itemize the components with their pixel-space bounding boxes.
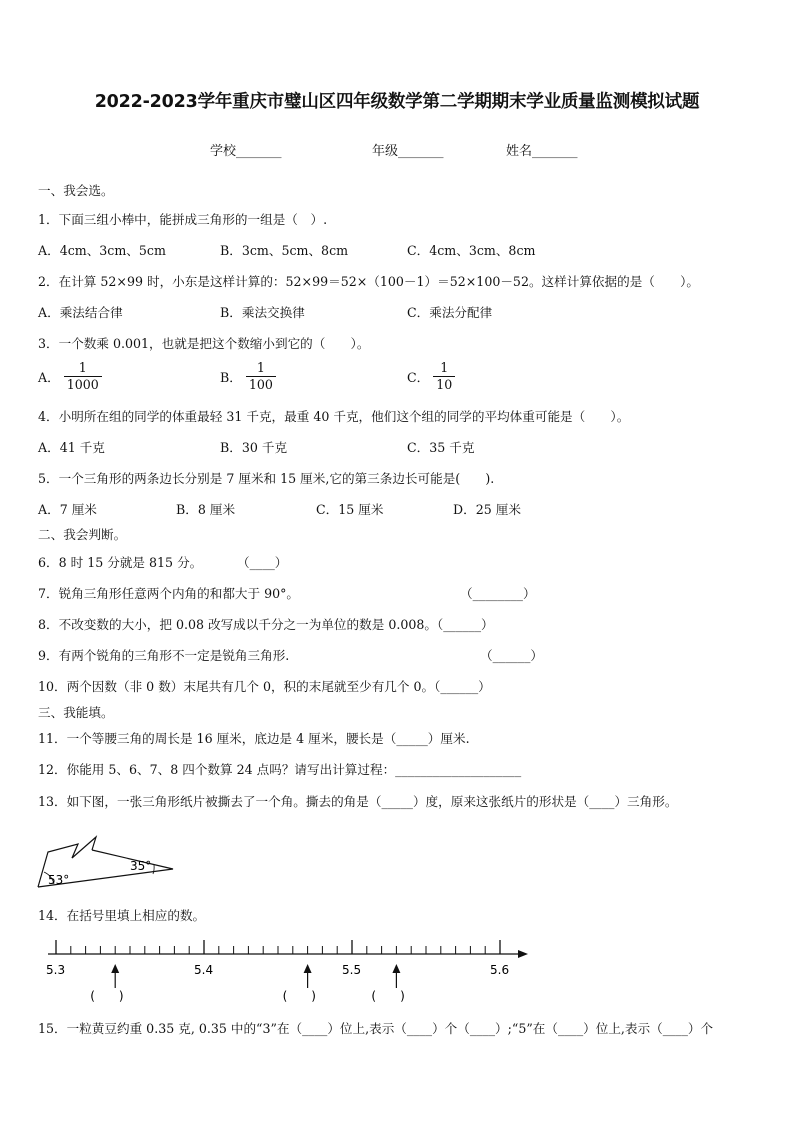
question-4: 4．小明所在组的同学的体重最轻 31 千克，最重 40 千克，他们这个组的同学的平均体重可能是（ ）。 — [38, 409, 630, 424]
question-7: 7．锐角三角形任意两个内角的和都大于 90°。 — [38, 586, 300, 601]
torn-triangle-figure — [36, 832, 186, 894]
fraction-numerator: 1 — [246, 360, 276, 377]
tick-label: 5.6 — [490, 963, 510, 977]
angle-label-53: 53° — [48, 873, 70, 887]
q5-option-a[interactable]: A．7 厘米 — [38, 502, 97, 517]
q6-answer-blank[interactable]: （____） — [237, 555, 288, 570]
question-14: 14．在括号里填上相应的数。 — [38, 908, 206, 923]
mark-arrowhead — [111, 964, 119, 973]
fraction — [246, 360, 276, 393]
q4-option-a[interactable]: A．41 千克 — [38, 440, 105, 455]
q4-option-b[interactable]: B．30 千克 — [220, 440, 288, 455]
tick-label: 5.4 — [194, 963, 214, 977]
grade-field[interactable]: 年级_______ — [372, 144, 444, 159]
fraction-denominator: 100 — [248, 377, 273, 392]
q4-option-c[interactable]: C．35 千克 — [407, 440, 475, 455]
question-12: 12．你能用 5、6、7、8 四个数算 24 点吗？请写出计算过程：____________________ — [38, 762, 522, 777]
question-11: 11．一个等腰三角的周长是 16 厘米，底边是 4 厘米，腰长是（_____）厘米. — [38, 731, 470, 746]
question-9: 9．有两个锐角的三角形不一定是锐角三角形. — [38, 648, 290, 663]
page-title: 2022-2023学年重庆市璧山区四年级数学第二学期期末学业质量监测模拟试题 — [94, 92, 700, 112]
question-13: 13．如下图，一张三角形纸片被撕去了一个角。撕去的角是（_____）度，原来这张纸片的形状是（____）三角形。 — [38, 794, 678, 809]
q2-option-c[interactable]: C．乘法分配律 — [407, 305, 493, 320]
mark-arrowhead — [392, 964, 400, 973]
question-1: 1．下面三组小棒中，能拼成三角形的一组是（ ）. — [38, 212, 328, 227]
angle-arc-35 — [153, 865, 154, 874]
fraction-denominator: 1000 — [66, 377, 99, 392]
q5-option-d[interactable]: D．25 厘米 — [453, 502, 521, 517]
number-line — [36, 936, 536, 1012]
fraction-denominator: 10 — [436, 377, 453, 392]
answer-blank: ( ) — [282, 989, 316, 1003]
mark-arrowhead — [304, 964, 312, 973]
q3-option-a[interactable] — [38, 360, 102, 393]
angle-label-35: 35° — [130, 859, 152, 873]
q9-answer-blank[interactable]: （______） — [480, 648, 543, 663]
fraction-numerator: 1 — [64, 360, 102, 377]
question-3: 3．一个数乘 0.001，也就是把这个数缩小到它的（ ）。 — [38, 336, 370, 351]
fraction — [64, 360, 102, 393]
question-5: 5．一个三角形的两条边长分别是 7 厘米和 15 厘米,它的第三条边长可能是( ). — [38, 471, 495, 486]
section-heading-choose: 一、我会选。 — [38, 183, 114, 198]
q1-option-b[interactable]: B．3cm、5cm、8cm — [220, 243, 349, 258]
fraction — [433, 360, 455, 393]
q2-option-b[interactable]: B．乘法交换律 — [220, 305, 305, 320]
q3-option-a-label: A． — [38, 370, 60, 385]
question-8: 8．不改变数的大小，把 0.08 改写成以千分之一为单位的数是 0.008。（______） — [38, 617, 494, 632]
q7-answer-blank[interactable]: （________） — [460, 586, 536, 601]
answer-blank: ( ) — [371, 989, 405, 1003]
q1-option-c[interactable]: C．4cm、3cm、8cm — [407, 243, 536, 258]
tick-label: 5.3 — [46, 963, 66, 977]
number-line-arrowhead — [518, 950, 528, 958]
question-15: 15．一粒黄豆约重 0.35 克, 0.35 中的“3”在（____）位上,表示（____）个（____）;“5”在（____）位上,表示（____）个 — [38, 1021, 714, 1036]
section-heading-judge: 二、我会判断。 — [38, 527, 127, 542]
question-2: 2．在计算 52×99 时，小东是这样计算的：52×99＝52×（100－1）＝52×100－52。这样计算依据的是（ ）。 — [38, 274, 699, 289]
answer-blank: ( ) — [90, 989, 124, 1003]
q3-option-c-label: C． — [407, 370, 430, 385]
q3-option-c[interactable] — [407, 360, 455, 393]
q5-option-c[interactable]: C．15 厘米 — [316, 502, 384, 517]
q3-option-b-label: B． — [220, 370, 242, 385]
name-field[interactable]: 姓名_______ — [506, 144, 578, 159]
school-field[interactable]: 学校_______ — [210, 144, 282, 159]
question-6: 6．8 时 15 分就是 815 分。 — [38, 555, 203, 570]
fraction-numerator: 1 — [433, 360, 455, 377]
tick-label: 5.5 — [342, 963, 362, 977]
q5-option-b[interactable]: B．8 厘米 — [176, 502, 236, 517]
q3-option-b[interactable] — [220, 360, 276, 393]
q1-option-a[interactable]: A．4cm、3cm、5cm — [38, 243, 166, 258]
question-10: 10．两个因数（非 0 数）末尾共有几个 0，积的末尾就至少有几个 0。（______） — [38, 679, 491, 694]
q2-option-a[interactable]: A．乘法结合律 — [38, 305, 123, 320]
section-heading-fill: 三、我能填。 — [38, 705, 114, 720]
